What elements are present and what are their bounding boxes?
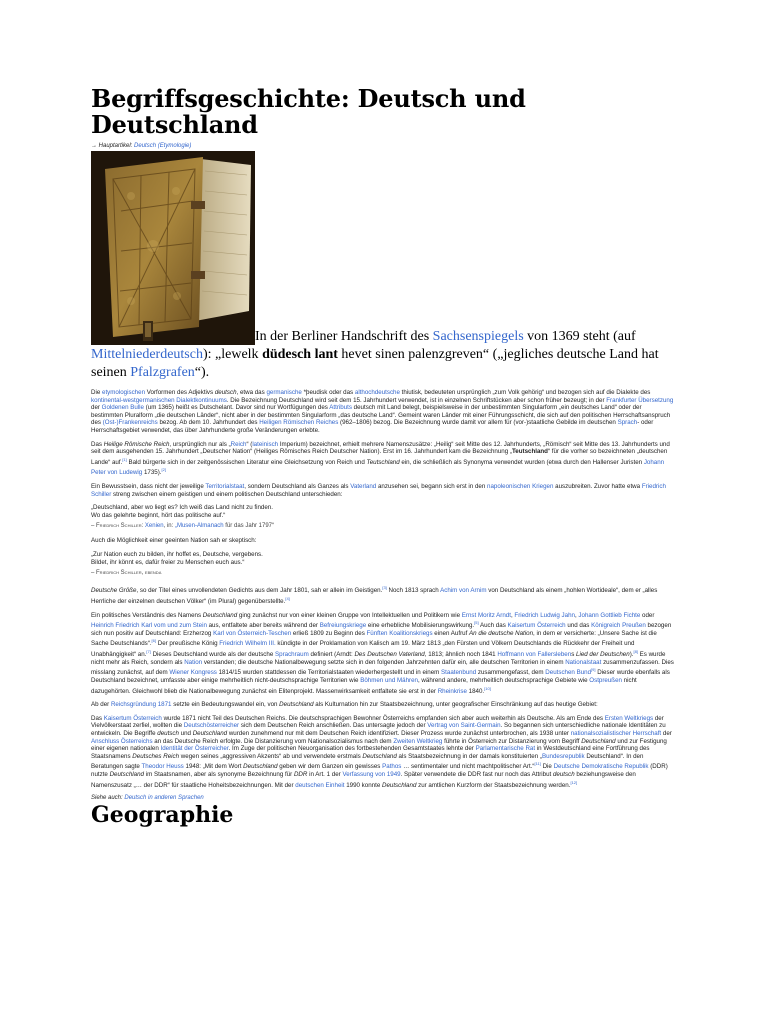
link[interactable]: Vertrag von Saint-Germain	[427, 722, 501, 730]
link[interactable]: Deutschösterreicher	[183, 722, 240, 730]
link[interactable]: Friedrich Schiller	[91, 483, 666, 498]
page-title: Begriffsgeschichte: Deutsch und Deutschland	[91, 84, 526, 139]
link[interactable]: Befreiungskriege	[319, 622, 367, 630]
link[interactable]: Achim von Arnim	[440, 587, 487, 595]
paragraph-7: Ab der Reichsgründung 1871 setzte ein Bedeutungswandel ein, von Deutschland als Kulturnation hin zur Staatsbezeichnung, unter geografischer Einschränkung auf das heutige Gebiet:	[91, 701, 598, 709]
link[interactable]: Wiener Kongress	[169, 669, 217, 677]
footnote-ref[interactable]: [1]	[122, 456, 127, 462]
link[interactable]: napoleonischen Kriegen	[487, 483, 554, 491]
quote-line: Bildet, ihr könnt es, dafür freier zu Menschen euch aus.“	[91, 558, 245, 566]
footnote-ref[interactable]: [3]	[382, 585, 387, 591]
footnote-ref[interactable]: [2]	[161, 467, 166, 473]
link[interactable]: kontinental-westgermanischen Dialektkontinuums	[91, 396, 227, 404]
link[interactable]: Reich	[230, 440, 247, 448]
link[interactable]: Ersten Weltkriegs	[604, 714, 654, 722]
footnote-ref[interactable]: [12]	[570, 779, 578, 785]
paragraph-4: Auch die Möglichkeit einer geeinten Nation sah er skeptisch:	[91, 537, 257, 545]
link[interactable]: etymologischen	[102, 389, 146, 396]
hatnote-link[interactable]: Deutsch (Etymologie)	[134, 143, 192, 149]
link[interactable]: Johann Gottlieb Fichte	[578, 611, 641, 619]
link[interactable]: Königreich Preußen	[591, 622, 646, 630]
link-sachsenspiegel[interactable]: Sachsenspiegels	[432, 329, 524, 344]
link[interactable]: Rheinkrise	[437, 687, 467, 695]
see-also	[91, 795, 675, 801]
link[interactable]: Identität der Österreicher	[160, 745, 229, 753]
link[interactable]: Reichsgründung 1871	[110, 701, 172, 709]
paragraph-8: Das Kaisertum Österreich wurde 1871 nicht Teil des Deutschen Reichs. Die deutschsprachigen Bewohner Österreichs empfanden sich aber auch weiterhin als Deutsche. Als am Ende des Ersten Weltkriegs der Vielvölkerstaat zerfiel, wollten die Deutschösterreicher sich dem Deutschen Reich anschließen. Das untersagte jedoch der Vertrag von Saint-Germain. So begannen sich unterschiedliche nationale Identitäten zu entwickeln. Die Begriffe deutsch und Deutschland wurden zunehmend nur mit dem Deutschen Reich identifiziert. Dieser Prozess wurde zunächst unterbrochen, als 1938 unter nationalsozialistischer Herrschaft der Anschluss Österreichs an das Deutsche Reich erfolgte. Die Distanzierung vom Nationalsozialismus nach dem Zweiten Weltkrieg führte in Österreich zur Distanzierung vom Begriff Deutschland und zur Festigung einer eigenen nationalen Identität der Österreicher. Im Zuge der politischen Neuorganisation des fortbestehenden Gesamtstaates lehnte der Parlamentarische Rat in Westdeutschland eine Fortführung des Staatsnamens Deutsches Reich wegen seines „aggressiven Akzents“ ab und verwendete erstmals Deutschland als Staatsbezeichnung in der damals konstituierten „Bundesrepublik Deutschland“. In den Beratungen sagte Theodor Heuss 1948: „Mit dem Wort Deutschland geben wir dem Ganzen ein gewisses Pathos … sentimentaler und nicht machtpolitischer Art.“[11] Die Deutsche Demokratische Republik (DDR) nutzte Deutschland im Staatsnamen, aber als synonyme Bezeichnung für DDR in Art. 1 der Verfassung von 1949. Später verwendete die DDR fast nur noch das Attribut deutsch beziehungsweise den Namenszusatz „… der DDR“ für staatliche Hoheitsbezeichnungen. Mit der deutschen Einheit 1990 konnte Deutschland zur amtlichen Kurzform der Staatsbezeichnung werden.[12]	[91, 714, 672, 789]
link[interactable]: deutschen Einheit	[295, 781, 345, 789]
link-mittelniederdeutsch[interactable]: Mittelniederdeutsch	[91, 347, 203, 362]
footnote-ref[interactable]: [4]	[285, 595, 290, 601]
link[interactable]: Parlamentarische Rat	[475, 745, 536, 753]
link[interactable]: Friedrich Wilhelm III.	[219, 640, 276, 648]
paragraph-1: Die etymologischen Vorformen des Adjektivs deutsch, etwa das germanische *þeudisk oder das althochdeutsche thiutisk, bedeuteten ursprünglich „zum Volk gehörig“ und bezogen sich auf die Dialekte des kontinental-westgermanischen Dialektkontinuums. Die Bezeichnung Deutschland wird seit dem 15. Jahrhundert verwendet, ist in einzelnen Schriftstücken aber schon früher bezeugt; in der Frankfurter Übersetzung der Goldenen Bulle (um 1365) heißt es Dutschelant. Davor sind nur Wortfügungen des Attributs deutsch mit Land belegt, beispielsweise in der unbestimmten Singularform „ein deutsches Land“ oder der bestimmten Pluralform „die deutschen Länder“, nicht aber in der bestimmten Singularform „das deutsche Land“. Gemeint waren Länder mit einer Führungsschicht, die sich auf den politischen Herrschaftsanspruch des (Ost-)Frankenreichs bezog. Ab dem 10. Jahrhundert des Heiligen Römischen Reiches (962–1806) bezog. Die Bezeichnung wurde damit vor allem für (vor-)staatliche Gebilde im deutschen Sprach- oder Herrschaftsgebiet verwendet, das über Jahrhunderte große Veränderungen erlebte.	[91, 389, 674, 434]
footnote-ref[interactable]: [9]	[591, 667, 596, 673]
manuscript-book-image[interactable]	[91, 151, 255, 345]
link[interactable]: Verfassung von 1949	[342, 771, 401, 778]
footnote-ref[interactable]: [6]	[151, 638, 156, 644]
section-heading-geographie: Geographie	[91, 802, 234, 829]
link[interactable]: Nation	[184, 658, 203, 666]
quote-source-2: – Friedrich Schiller, ebenda	[91, 570, 162, 577]
link[interactable]: Johann Peter von Ludewig	[91, 458, 665, 477]
link[interactable]: Anschluss Österreichs	[91, 737, 153, 745]
link[interactable]: Fünften Koalitionskriegs	[366, 629, 433, 637]
link[interactable]: Nationalstaat	[565, 658, 602, 666]
link[interactable]: Deutschen Bund	[545, 669, 592, 677]
quote-line: „Zur Nation euch zu bilden, ihr hoffet es, Deutsche, vergebens.	[91, 551, 263, 559]
link[interactable]: Hoffmann von Fallersleben	[497, 651, 572, 659]
hatnote-prefix: → Hauptartikel:	[91, 143, 133, 149]
link[interactable]: Ostpreußen	[589, 676, 622, 684]
link[interactable]: Deutsche Demokratische Republik	[553, 763, 649, 771]
footnote-ref[interactable]: [10]	[484, 685, 491, 691]
link[interactable]: Friedrich Ludwig Jahn	[514, 611, 575, 619]
book-illustration	[91, 151, 255, 345]
paragraph-2: Das Heilige Römische Reich, ursprünglich nur als „Reich“ (lateinisch Imperium) bezeichnet, erhielt mehrere Namenszusätze: „Heilig“ seit Mitte des 12. Jahrhunderts, „Römisch“ seit Mitte des 13. Jahrhunderts und seit dem ausgehenden 15. Jahrhundert „Deutscher Nation“ (Heiliges Römisches Reich Deutscher Nation). Erst im 16. Jahrhundert kam die Bezeichnung „Teutschland“ für die vorher so bezeichneten „deutschen Lande“ auf.[1] Bald bürgerte sich in der zeitgenössischen Literatur eine Gleichsetzung von Reich und Teutschland ein, die schließlich als Synonyma verwendet wurden (etwa durch den Hallenser Juristen Johann Peter von Ludewig 1735).[2]	[91, 440, 670, 477]
link[interactable]: Kaisertum Österreich	[507, 622, 566, 630]
link[interactable]: „Musen-Almanach	[174, 523, 224, 530]
link[interactable]: Xenien	[144, 523, 164, 530]
article-body	[91, 86, 675, 827]
link[interactable]: Heiligen Römischen Reiches	[259, 419, 339, 427]
blockquote-2	[91, 551, 675, 566]
quote-source-1: – Friedrich Schiller: Xenien, in: „Musen-Almanach für das Jahr 1797“	[91, 523, 275, 530]
blockquote-1	[91, 504, 675, 519]
link[interactable]: Sprach	[617, 419, 638, 427]
footnote-ref[interactable]: [11]	[534, 761, 541, 767]
image-caption: In der Berliner Handschrift des Sachsenspiegels von 1369 steht (auf Mittelniederdeutsch): „lewelk düdesch lant hevet sinen palenzgreven“ („jegliches deutsche Land hat seinen Pfalzgrafen“).	[91, 329, 659, 380]
link[interactable]: Territorialstaat	[205, 483, 245, 491]
link[interactable]: Karl von Österreich-Teschen	[213, 629, 292, 637]
paragraph-6: Ein politisches Verständnis des Namens Deutschland ging zunächst nur von einer kleinen Gruppe von Intellektuellen und Politikern wie Ernst Moritz Arndt, Friedrich Ludwig Jahn, Johann Gottlieb Fichte oder Heinrich Friedrich Karl vom und zum Stein aus, entfaltete aber bereits während der Befreiungskriege eine erhebliche Mobilisierungswirkung.[5] Auch das Kaisertum Österreich und das Königreich Preußen bezogen sich nun positiv auf Deutschland: Erzherzog Karl von Österreich-Teschen erließ 1809 zu Beginn des Fünften Koalitionskriegs einen Aufruf An die deutsche Nation, in dem er versicherte: „Unsere Sache ist die Sache Deutschlands“.[6] Der preußische König Friedrich Wilhelm III. kündigte in der Proklamation von Kalisch am 19. März 1813 „den Fürsten und Völkern Deutschlands die Rückkehr der Freiheit und Unabhängigkeit“ an.[7] Dieses Deutschland wurde als der deutsche Sprachraum definiert (Arndt: Des Deutschen Vaterland, 1813; ähnlich noch 1841 Hoffmann von Fallerslebens Lied der Deutschen).[8] Es wurde nicht mehr als Reich, sondern als Nation verstanden; die deutsche Nationalbewegung setzte sich in den folgenden Jahrzehnten dafür ein, alle deutschen Territorien in einem Nationalstaat zusammenzufassen. Dies misslang zunächst, auf dem Wiener Kongress 1814/15 wurden stattdessen die Territorialstaaten wiederhergestellt und in einem Staatenbund zusammengefasst, dem Deutschen Bund[9] Dieser wurde ebenfalls als Deutschland bezeichnet, umfasste aber einige mehrheitlich nicht-deutschsprachige Territorien wie Böhmen und Mähren, während andere, mehrheitlich deutschsprachige Gebiete wie Ostpreußen nicht dazugehörten. Gleichwohl blieb die Nationalbewegung zunächst ein Elitenprojekt. Massenwirksamkeit entfaltete sie erst in der Rheinkrise 1840.[10]	[91, 611, 674, 695]
link[interactable]: Staatenbund	[441, 669, 477, 677]
link[interactable]: althochdeutsche	[354, 389, 400, 396]
paragraph-5: Deutsche Größe, so der Titel eines unvollendeten Gedichts aus dem Jahr 1801, sah er allein im Geistigen.[3] Noch 1813 sprach Achim von Arnim von Deutschland als einem „hohlen Wortideale“, dem er „alles Herrliche der einzelnen deutschen Völker“ (im Plural) gegenüberstellte.[4]	[91, 585, 658, 605]
link[interactable]: nationalsozialistischer Herrschaft	[570, 729, 662, 737]
footnote-ref[interactable]: [5]	[474, 620, 479, 626]
link-pfalzgrafen[interactable]: Pfalzgrafen	[130, 365, 195, 380]
link[interactable]: Sprachraum	[275, 651, 309, 659]
link[interactable]: Ernst Moritz Arndt	[461, 611, 511, 619]
link[interactable]: Attributs	[329, 404, 352, 412]
paragraph-3: Ein Bewusstsein, dass nicht der jeweilige Territorialstaat, sondern Deutschland als Ganzes als Vaterland anzusehen sei, begann sich erst in den napoleonischen Kriegen auszubreiten. Zuvor hatte etwa Friedrich Schiller streng zwischen einem geistigen und einem politischen Deutschland unterschieden:	[91, 483, 666, 498]
see-also-link[interactable]: Deutsch in anderen Sprachen	[124, 795, 204, 802]
link[interactable]: germanische	[266, 389, 302, 396]
link[interactable]: Vaterland	[350, 483, 377, 491]
see-also-prefix: Siehe auch:	[91, 795, 125, 802]
link[interactable]: Frankfurter Übersetzung	[606, 396, 674, 404]
quote-line: Wo das gelehrte beginnt, hört das politische auf.“	[91, 511, 226, 519]
link[interactable]: Bundesrepublik	[541, 752, 585, 760]
hatnote	[91, 143, 675, 149]
link[interactable]: Goldenen Bulle	[101, 404, 144, 412]
footnote-ref[interactable]: [8]	[633, 649, 638, 655]
link[interactable]: Pathos	[382, 763, 402, 771]
quote-line: „Deutschland, aber wo liegt es? Ich weiß das Land nicht zu finden.	[91, 504, 273, 512]
link[interactable]: Theodor Heuss	[141, 763, 184, 771]
footnote-ref[interactable]: [7]	[146, 649, 151, 655]
link[interactable]: lateinisch	[252, 440, 279, 448]
link[interactable]: Böhmen und Mähren	[360, 676, 418, 684]
link[interactable]: Kaisertum Österreich	[103, 714, 162, 722]
link[interactable]: Zweiten Weltkrieg	[393, 737, 443, 745]
figure-row	[91, 151, 675, 381]
link[interactable]: (Ost-)Frankenreichs	[102, 419, 158, 427]
link[interactable]: Heinrich Friedrich Karl vom und zum Stein	[91, 622, 207, 630]
